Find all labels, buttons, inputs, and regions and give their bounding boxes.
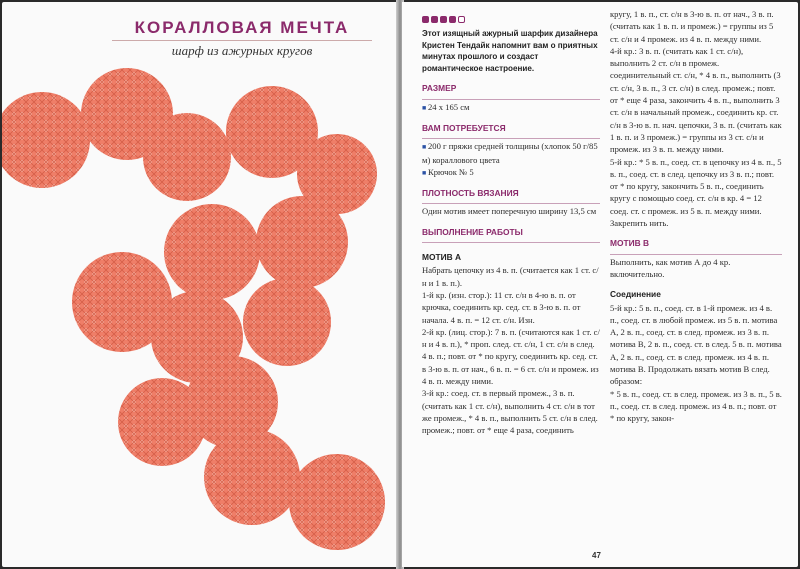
needed-heading: ВАМ ПОТРЕБУЕТСЯ	[422, 122, 506, 133]
scarf-photo	[2, 62, 398, 562]
divider	[610, 254, 782, 255]
brand-logo-icon	[422, 16, 600, 23]
gauge-text: Один мотив имеет поперечную ширину 13,5 см	[422, 206, 597, 217]
column-2-paragraph: 5-й кр.: * 5 в. п., соед. ст. в цепочку из 4 в. п., 5 в. п., соед. ст. в след. цепочку из 3 в. п.; повт. от * по кругу, закончить 5 в. п., соединить кругу с помощью соед. ст. с/н в кр. 4 = 12 соед. ст. с промеж. из 5 в. п. между ними. Закрепить нить.	[610, 156, 782, 229]
motif-a-paragraph: 3-й кр.: соед. ст. в первый промеж., 3 в. п. (считать как 1 ст. с/н), выполнить 4 ст. с/н в тот же промеж., * 4 в. п., выполнить 5 ст. с/н в след. промеж.; повт. от * еще 4 раза, соединить	[422, 388, 598, 436]
join-paragraph: 5-й кр.: 5 в. п., соед. ст. в 1-й промеж. из 4 в. п., соед. ст. в любой промеж. из 5 в. п. мотива А, 2 в. п., соед. ст. в след. промеж. из 3 в. п. мотива В, 2 в. п., соед. ст. в след. 5 в. п. мотива А, 2 в. п., соед. ст. в след. промеж. из 4 в. п. мотива В. Продолжать вязать мотив В след. образом:	[610, 302, 782, 387]
motif-b-text: Выполнить, как мотив А до 4 кр. включительно.	[610, 256, 731, 279]
needed-hook: ■ Крючок № 5	[422, 166, 600, 179]
join-heading: Соединение	[610, 289, 661, 300]
text-column-1	[422, 16, 600, 437]
right-page	[402, 2, 798, 567]
divider	[422, 203, 600, 204]
divider	[422, 99, 600, 100]
motif-a-paragraph: Набрать цепочку из 4 в. п. (считается как 1 ст. с/н и 1 в. п.).	[422, 265, 599, 288]
size-heading: РАЗМЕР	[422, 83, 457, 94]
gauge-heading: ПЛОТНОСТЬ ВЯЗАНИЯ	[422, 188, 519, 199]
title-block	[112, 18, 372, 59]
motif-b-heading: МОТИВ В	[610, 238, 650, 249]
left-page	[2, 2, 398, 567]
size-value: ■ 24 х 165 см	[422, 101, 600, 114]
page-number: 47	[592, 551, 601, 560]
divider	[422, 242, 600, 243]
column-2-paragraph: 4-й кр.: 3 в. п. (считать как 1 ст. с/н), выполнить 2 ст. с/н в промеж. соединительный ст. с/н, * 4 в. п., выполнить (3 ст. с/н, 3 в. п., 3 ст. с/н) в след. промеж.; повт. от * еще 4 раза, закончить 4 в. п., выполнить 3 ст. с/н в начальный промеж., соединить кр. ст. с/н в 3-ю в. п. нач. цепочки, 3 в. п. (считать как 1 в. п. и 3 промеж.) = группы из 3 ст. с/н и промеж. из 3 в. п. между ними.	[610, 45, 782, 155]
work-heading: ВЫПОЛНЕНИЕ РАБОТЫ	[422, 226, 523, 237]
motif-a-paragraph: 2-й кр. (лиц. стор.): 7 в. п. (считаются как 1 ст. с/н и 4 в. п.), * проп. след. ст. с/н, 1 ст. с/н в след. 4 в. п.; повт. от * по кругу, соединить кр. сед. ст. в 3-ю в. п. от нач., 6 в. п. = 6 ст. с/н и промеж. из 4 в. п. между ними.	[422, 326, 600, 387]
column-2-paragraph: кругу, 1 в. п., ст. с/н в 3-ю в. п. от нач., 3 в. п. (считать как 1 в. п. и промеж.) = группы из 5 ст. с/н и 4 промеж. из 4 в. п. между ними.	[610, 9, 774, 44]
text-column-2	[610, 8, 782, 425]
page-title: КОРАЛЛОВАЯ МЕЧТА	[134, 18, 350, 37]
scarf-motifs	[2, 68, 385, 550]
intro-text: Этот изящный ажурный шарфик дизайнера Кристен Тендайк напомнит вам о приятных минутах прошлого и создаст романтическое настроение.	[422, 29, 598, 73]
page-subtitle: шарф из ажурных кругов	[112, 40, 372, 59]
join-paragraph: * 5 в. п., соед. ст. в след. промеж. из 3 в. п., 5 в. п., соед. ст. в след. промеж. из 4 в. п.; повт. от * по кругу, закон-	[610, 388, 782, 424]
divider	[422, 138, 600, 139]
motif-a-heading: МОТИВ А	[422, 252, 462, 263]
motif-a-paragraph: 1-й кр. (изн. стор.): 11 ст. с/н в 4-ю в. п. от крючка, соединить кр. сед. ст. в 3-ю в. п. от начала. 4 в. п. = 12 ст. с/н. Изн.	[422, 289, 581, 325]
needed-yarn: ■ 200 г пряжи средней толщины (хлопок 50 г/85 м) кораллового цвета	[422, 140, 600, 166]
